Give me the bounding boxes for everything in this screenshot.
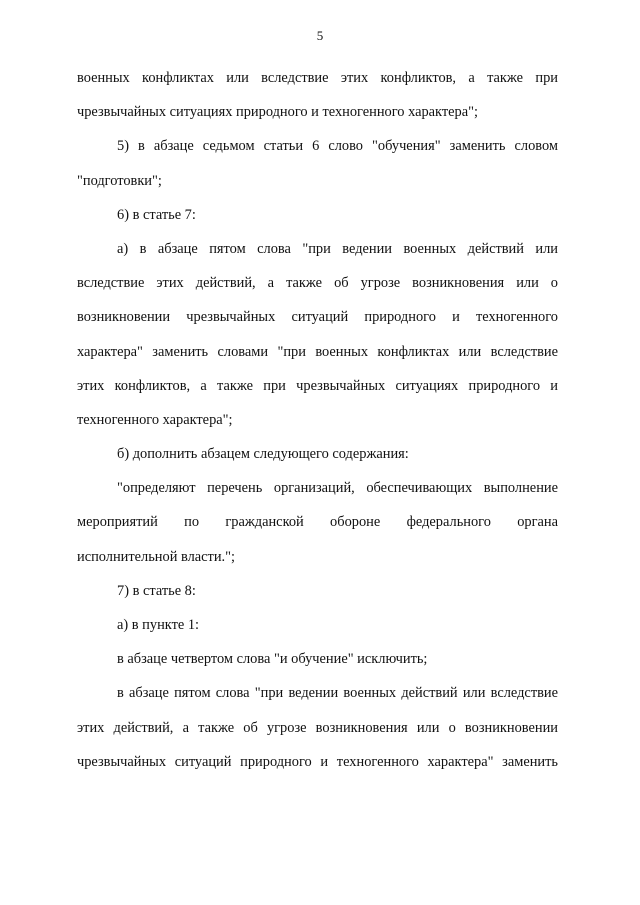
text-line: "подготовки"; — [77, 172, 162, 189]
text-line: возникновении чрезвычайных ситуаций природного и техногенного — [77, 309, 558, 326]
text-line: чрезвычайных ситуаций природного и техногенного характера" заменить — [77, 753, 558, 770]
text-line: вследствие этих действий, а также об угрозе возникновения или о — [77, 275, 558, 292]
document-body — [77, 68, 558, 786]
text-line: этих конфликтов, а также при чрезвычайных ситуациях природного и — [77, 377, 558, 394]
paragraph-start: 7) в статье 8: — [117, 582, 196, 599]
text-line: военных конфликтах или вследствие этих конфликтов, а также при — [77, 70, 558, 86]
paragraph-start: б) дополнить абзацем следующего содержания: — [117, 446, 409, 463]
paragraph-start: в абзаце пятом слова "при ведении военных действий или вследствие — [117, 685, 558, 702]
paragraph-start: 5) в абзаце седьмом статьи 6 слово "обучения" заменить словом — [117, 138, 558, 155]
text-line: исполнительной власти."; — [77, 548, 236, 565]
text-line: мероприятий по гражданской обороне федерального органа — [77, 514, 558, 531]
text-line: чрезвычайных ситуациях природного и техногенного характера"; — [77, 104, 478, 121]
paragraph-start: а) в пункте 1: — [117, 617, 200, 633]
page-number: 5 — [316, 28, 324, 43]
paragraph-start: 6) в статье 7: — [117, 206, 196, 223]
paragraph-start: в абзаце четвертом слова "и обучение" исключить; — [117, 651, 428, 668]
text-line: характера" заменить словами "при военных конфликтах или вследствие — [77, 343, 558, 360]
text-line: этих действий, а также об угрозе возникновения или о возникновении — [77, 719, 558, 736]
text-line: техногенного характера"; — [77, 411, 233, 428]
paragraph-start: "определяют перечень организаций, обеспечивающих выполнение — [117, 480, 558, 497]
paragraph-start: а) в абзаце пятом слова "при ведении военных действий или — [117, 240, 558, 257]
